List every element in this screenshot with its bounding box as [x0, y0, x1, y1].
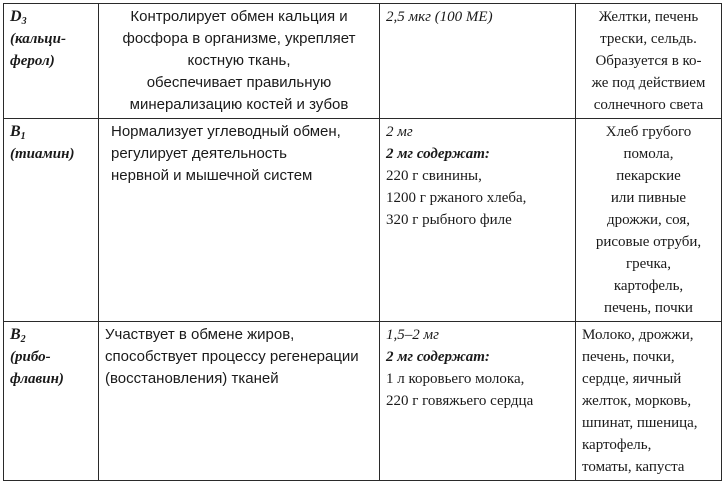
source-line: Хлеб грубого — [605, 124, 692, 140]
source-line: шпинат, пшеница, — [582, 415, 698, 431]
source-cell — [576, 322, 722, 481]
source-line: печень, почки, — [582, 349, 675, 365]
source-line: Желтки, печень — [598, 9, 699, 25]
vitamin-name: $B_2$ — [10, 326, 26, 345]
source-line: дрожжи, соя, — [606, 212, 691, 228]
source-line: трески, сельдь. — [600, 31, 697, 47]
source-line: томаты, капуста — [582, 459, 685, 475]
table-row — [4, 119, 722, 322]
source-line: пекарские — [616, 168, 681, 184]
dose-contains-label: 2 мг содержат: — [386, 146, 490, 162]
source-line: помола, — [623, 146, 674, 162]
dose-item: 220 г говяжьего сердца — [386, 393, 534, 409]
function-line: нервной и мышечной систем — [111, 167, 313, 184]
vitamin-synonym: (тиамин) — [10, 146, 75, 162]
source-line: желток, морковь, — [582, 393, 692, 409]
function-line: обеспечивает правильную — [146, 74, 332, 91]
daily-norm: 1,5–2 мг — [386, 327, 439, 343]
function-line: способствует процессу регенерации — [105, 348, 359, 365]
vitamin-name-cell — [4, 119, 99, 322]
function-cell — [99, 119, 380, 322]
vitamin-name: $B_1$ — [10, 123, 26, 142]
daily-norm: 2,5 мкг (100 МЕ) — [386, 9, 493, 25]
vitamin-synonym: флавин) — [10, 371, 64, 387]
source-line: гречка, — [626, 256, 671, 272]
function-line: Участвует в обмене жиров, — [105, 326, 295, 343]
source-line: картофель, — [582, 437, 652, 453]
vitamin-synonym: (кальци- — [10, 31, 66, 47]
function-line: минерализацию костей и зубов — [129, 96, 349, 113]
function-line: Контролирует обмен кальция и — [130, 8, 348, 25]
source-line: картофель, — [613, 278, 684, 294]
vitamin-synonym: ферол) — [10, 53, 55, 69]
source-line: же под действием — [591, 75, 706, 91]
vitamin-name-cell — [4, 322, 99, 481]
vitamin-table — [3, 3, 722, 481]
source-line: рисовые отруби, — [595, 234, 702, 250]
dose-cell — [380, 322, 576, 481]
source-line: сердце, яичный — [582, 371, 682, 387]
source-line: или пивные — [610, 190, 687, 206]
daily-norm: 2 мг — [386, 124, 413, 140]
source-line: солнечного света — [593, 97, 704, 113]
dose-cell — [380, 4, 576, 119]
source-line: Молоко, дрожжи, — [582, 327, 694, 343]
function-cell — [99, 4, 380, 119]
dose-item: 320 г рыбного филе — [386, 212, 512, 228]
table-row — [4, 322, 722, 481]
function-line: Нормализует углеводный обмен, — [111, 123, 341, 140]
source-cell — [576, 4, 722, 119]
function-cell — [99, 322, 380, 481]
dose-item: 220 г свинины, — [386, 168, 482, 184]
vitamin-name-cell — [4, 4, 99, 119]
dose-item: 1200 г ржаного хлеба, — [386, 190, 527, 206]
dose-contains-label: 2 мг содержат: — [386, 349, 490, 365]
source-line: Образуется в ко- — [595, 53, 702, 69]
dose-cell — [380, 119, 576, 322]
source-line: печень, почки — [604, 300, 693, 316]
vitamin-name: $D_3$ — [10, 8, 27, 27]
function-line: регулирует деятельность — [111, 145, 287, 162]
function-line: (восстановления) тканей — [105, 370, 279, 387]
function-line: костную ткань, — [187, 52, 291, 69]
dose-item: 1 л коровьего молока, — [386, 371, 525, 387]
table-row — [4, 4, 722, 119]
source-cell — [576, 119, 722, 322]
vitamin-synonym: (рибо- — [10, 349, 51, 365]
function-line: фосфора в организме, укрепляет — [122, 30, 356, 47]
